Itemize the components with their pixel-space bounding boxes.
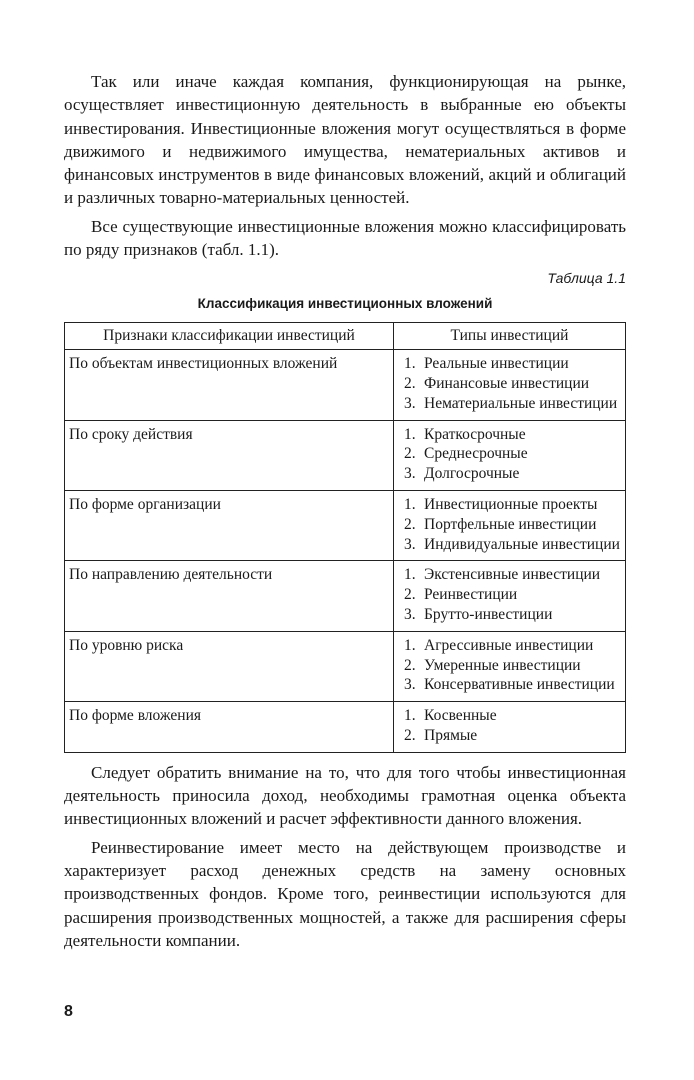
item-number: 1. (404, 355, 416, 373)
item-number: 2. (404, 445, 416, 463)
list-item (404, 565, 623, 585)
criterion-cell: По уровню риска (65, 631, 394, 701)
item-text: Агрессивные инвестиции (424, 636, 594, 654)
list-item (404, 656, 623, 676)
item-text: Реинвестиции (424, 586, 518, 604)
list-item (404, 444, 623, 464)
item-number: 2. (404, 726, 416, 744)
item-text: Финансовые инвестиции (424, 374, 590, 392)
item-number: 3. (404, 605, 416, 623)
list-item (404, 495, 623, 515)
item-number: 3. (404, 535, 416, 553)
item-text: Нематериальные инвестиции (424, 394, 618, 412)
list-item (404, 354, 623, 374)
list-item (404, 535, 623, 555)
criterion-cell: По сроку действия (65, 420, 394, 490)
types-list (404, 354, 623, 413)
types-list (404, 706, 623, 746)
types-list (404, 565, 623, 624)
types-cell (394, 702, 626, 753)
types-list (404, 636, 623, 695)
item-text: Долгосрочные (424, 465, 520, 483)
table-row (65, 490, 626, 560)
item-number: 2. (404, 515, 416, 533)
item-number: 2. (404, 374, 416, 392)
item-number: 1. (404, 636, 416, 654)
table-row (65, 561, 626, 631)
intro-paragraph: Так или иначе каждая компания, функционирующая на рынке, осуществляет инвестиционную деятельность в выбранные ею объекты инвестирования. Инвестиционные вложения могут осуществляться в форме движимого и недвижимого имущества, нематериальных активов и финансовых инструментов в виде финансовых вложений, акций и облигаций и различных товарно-материальных ценностей. (64, 72, 626, 208)
classification-table (64, 322, 626, 752)
item-text: Портфельные инвестиции (424, 515, 597, 533)
page-number: 8 (64, 1003, 73, 1020)
table-row (65, 702, 626, 753)
item-number: 1. (404, 707, 416, 725)
item-text: Инвестиционные проекты (424, 495, 598, 513)
item-number: 2. (404, 586, 416, 604)
header-types: Типы инвестиций (394, 323, 626, 350)
list-item (404, 636, 623, 656)
table-row (65, 350, 626, 420)
table-header-row (65, 323, 626, 350)
item-text: Умеренные инвестиции (424, 656, 581, 674)
types-cell (394, 350, 626, 420)
item-text: Брутто-инвестиции (424, 605, 553, 623)
types-list (404, 495, 623, 554)
list-item (404, 706, 623, 726)
table-row (65, 420, 626, 490)
list-item (404, 425, 623, 445)
item-number: 1. (404, 425, 416, 443)
list-item (404, 585, 623, 605)
header-criteria: Признаки классификации инвестиций (65, 323, 394, 350)
item-text: Прямые (424, 726, 478, 744)
classification-intro-paragraph: Все существующие инвестиционные вложения можно классифицировать по ряду признаков (табл. 1.1). (64, 216, 626, 260)
item-number: 3. (404, 394, 416, 412)
item-text: Экстенсивные инвестиции (424, 566, 601, 584)
types-list (404, 425, 623, 484)
item-text: Реальные инвестиции (424, 355, 569, 373)
criterion-cell: По форме вложения (65, 702, 394, 753)
item-text: Краткосрочные (424, 425, 526, 443)
types-cell (394, 561, 626, 631)
book-page (64, 70, 626, 957)
criterion-cell: По форме организации (65, 490, 394, 560)
reinvestment-paragraph: Реинвестирование имеет место на действующем производстве и характеризует расход денежных средств на замену основных производственных фондов. Кроме того, реинвестиции используются для расширения производственных мощностей, а также для расширения сферы деятельности компании. (64, 837, 626, 950)
item-text: Среднесрочные (424, 445, 528, 463)
list-item (404, 726, 623, 746)
efficiency-paragraph: Следует обратить внимание на то, что для того чтобы инвестиционная деятельность приносила доход, необходимы грамотная оценка объекта инвестиционных вложений и расчет эффективности данного вложения. (64, 762, 626, 829)
item-number: 2. (404, 656, 416, 674)
criterion-cell: По направлению деятельности (65, 561, 394, 631)
criterion-cell: По объектам инвестиционных вложений (65, 350, 394, 420)
list-item (404, 605, 623, 625)
types-cell (394, 420, 626, 490)
list-item (404, 515, 623, 535)
table-caption: Таблица 1.1 (547, 270, 626, 287)
item-number: 3. (404, 676, 416, 694)
list-item (404, 464, 623, 484)
item-text: Консервативные инвестиции (424, 676, 615, 694)
item-number: 3. (404, 465, 416, 483)
item-number: 1. (404, 495, 416, 513)
item-text: Косвенные (424, 707, 497, 725)
types-cell (394, 631, 626, 701)
list-item (404, 374, 623, 394)
types-cell (394, 490, 626, 560)
table-row (65, 631, 626, 701)
item-text: Индивидуальные инвестиции (424, 535, 620, 553)
item-number: 1. (404, 566, 416, 584)
list-item (404, 675, 623, 695)
table-title: Классификация инвестиционных вложений (197, 296, 493, 312)
list-item (404, 394, 623, 414)
